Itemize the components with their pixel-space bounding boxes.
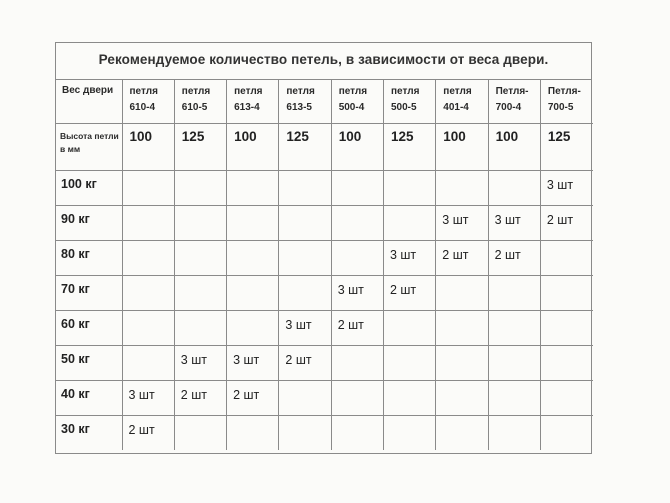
height-cell: [331, 124, 383, 171]
quantity-cell: [174, 276, 226, 311]
hinge-height-value: 125: [286, 129, 309, 144]
hinge-quantity: [436, 381, 487, 388]
quantity-cell: [540, 381, 592, 416]
hinge-quantity: 2 шт: [494, 248, 521, 262]
hinge-quantity: [123, 206, 174, 213]
quantity-cell: [122, 416, 174, 451]
hinge-quantity: [175, 276, 226, 283]
door-weight-label: 40 кг: [61, 387, 90, 401]
quantity-cell: [436, 241, 488, 276]
hinge-quantity: [123, 346, 174, 353]
weight-column-label: Вес двери: [62, 85, 114, 96]
quantity-cell: [436, 346, 488, 381]
header-cell: [383, 80, 435, 124]
hinge-quantity: [123, 311, 174, 318]
hinge-quantity: 3 шт: [389, 248, 417, 262]
weight-row: [56, 171, 593, 206]
hinge-height-value: 125: [181, 129, 205, 144]
quantity-cell: [488, 206, 540, 241]
hinge-quantity: [175, 206, 226, 213]
hinge-model-label: петля 613-5: [286, 86, 315, 113]
quantity-cell: [488, 416, 540, 451]
hinge-quantity: [541, 381, 593, 388]
hinge-quantity: 3 шт: [285, 318, 312, 332]
height-cell: [488, 124, 540, 171]
quantity-cell: [540, 416, 592, 451]
quantity-cell: [174, 241, 226, 276]
quantity-cell: [279, 311, 331, 346]
height-row: [56, 124, 593, 171]
table-title: Рекомендуемое количество петель, в зависимости от веса двери.: [56, 43, 591, 80]
hinge-quantity: [489, 416, 540, 423]
quantity-cell: [122, 381, 174, 416]
hinge-quantity: [489, 276, 540, 283]
hinge-height-value: 100: [129, 129, 153, 144]
weight-row: [56, 276, 593, 311]
quantity-cell: [279, 276, 331, 311]
weight-label-cell: [56, 241, 122, 276]
quantity-cell: [488, 276, 540, 311]
hinge-table-sheet: [55, 42, 592, 454]
hinge-model-label: петля 500-4: [338, 86, 368, 113]
hinge-quantity: 3 шт: [494, 213, 521, 227]
quantity-cell: [279, 206, 331, 241]
quantity-cell: [227, 206, 279, 241]
quantity-cell: [383, 171, 435, 206]
hinge-quantity: [384, 416, 435, 423]
quantity-cell: [540, 311, 592, 346]
hinge-quantity: 3 шт: [180, 353, 207, 367]
header-cell-weight: [56, 80, 122, 124]
door-weight-label: 70 кг: [61, 282, 90, 296]
header-cell: [436, 80, 488, 124]
quantity-cell: [227, 171, 279, 206]
hinge-quantity: 2 шт: [337, 318, 364, 332]
height-cell: [383, 124, 435, 171]
hinge-quantity: [489, 381, 540, 388]
hinge-quantity: [175, 416, 226, 423]
hinge-quantity: [175, 311, 226, 318]
hinge-quantity: [227, 311, 278, 318]
hinge-quantity: 2 шт: [180, 388, 207, 402]
hinge-quantity: [227, 241, 278, 248]
hinge-quantity: 3 шт: [128, 388, 155, 402]
quantity-cell: [540, 171, 592, 206]
quantity-cell: [436, 416, 488, 451]
weight-row: [56, 346, 593, 381]
quantity-cell: [227, 416, 279, 451]
quantity-cell: [488, 311, 540, 346]
quantity-cell: [436, 171, 488, 206]
hinge-quantity: [436, 276, 487, 283]
height-cell: [122, 124, 174, 171]
hinge-quantity: [332, 171, 383, 178]
weight-label-cell: [56, 276, 122, 311]
height-cell: [174, 124, 226, 171]
quantity-cell: [122, 171, 174, 206]
quantity-cell: [174, 381, 226, 416]
quantity-cell: [383, 416, 435, 451]
hinge-quantity: [279, 381, 330, 388]
weight-label-cell: [56, 381, 122, 416]
quantity-cell: [540, 276, 592, 311]
hinge-quantity: [489, 311, 540, 318]
quantity-cell: [331, 311, 383, 346]
height-cell: [227, 124, 279, 171]
hinge-quantity: 2 шт: [285, 353, 312, 367]
hinge-quantity: [279, 416, 330, 423]
hinge-model-label: петля 401-4: [443, 86, 472, 113]
hinge-quantity: [541, 346, 593, 353]
hinge-height-value: 100: [234, 129, 257, 144]
height-label-cell: [56, 124, 122, 171]
hinge-quantity: [332, 416, 383, 423]
hinge-model-label: петля 613-4: [234, 86, 263, 113]
hinge-model-label: петля 500-5: [390, 86, 420, 113]
hinge-quantity: [123, 171, 174, 178]
hinge-quantity: 3 шт: [337, 283, 364, 297]
weight-row: [56, 416, 593, 451]
quantity-cell: [122, 346, 174, 381]
quantity-cell: [227, 241, 279, 276]
hinge-quantity: [436, 416, 487, 423]
hinge-quantity: [279, 171, 330, 178]
hinge-quantity: [279, 241, 330, 248]
height-cell: [279, 124, 331, 171]
weight-row: [56, 206, 593, 241]
weight-row: [56, 311, 593, 346]
weight-label-cell: [56, 206, 122, 241]
hinge-quantity: [436, 311, 487, 318]
quantity-cell: [436, 381, 488, 416]
quantity-cell: [436, 311, 488, 346]
hinge-quantity: 2 шт: [128, 423, 155, 437]
door-weight-label: 80 кг: [61, 247, 90, 261]
quantity-cell: [227, 311, 279, 346]
hinge-quantity: 2 шт: [389, 283, 417, 297]
hinge-quantity: [384, 381, 435, 388]
quantity-cell: [488, 241, 540, 276]
quantity-cell: [488, 171, 540, 206]
hinge-quantity: 3 шт: [233, 353, 260, 367]
hinge-quantity: [227, 276, 278, 283]
weight-label-cell: [56, 416, 122, 451]
quantity-cell: [279, 171, 331, 206]
quantity-cell: [540, 206, 592, 241]
quantity-cell: [279, 381, 331, 416]
hinge-model-label: петля 610-4: [129, 86, 158, 113]
quantity-cell: [540, 241, 592, 276]
header-cell: [122, 80, 174, 124]
hinge-quantity: [384, 346, 435, 353]
hinge-quantity: [279, 276, 330, 283]
hinge-quantity: 3 шт: [546, 178, 574, 192]
hinge-quantity: [332, 206, 383, 213]
hinge-quantity: [541, 311, 593, 318]
quantity-cell: [122, 241, 174, 276]
hinge-height-value: 100: [495, 129, 519, 144]
header-cell: [174, 80, 226, 124]
height-row-label: Высота петли в мм: [60, 131, 119, 154]
header-row: [56, 80, 593, 124]
height-cell: [436, 124, 488, 171]
quantity-cell: [331, 206, 383, 241]
weight-row: [56, 241, 593, 276]
hinge-quantity: [227, 416, 278, 423]
quantity-cell: [436, 206, 488, 241]
hinge-quantity: 2 шт: [546, 213, 574, 227]
header-cell: [279, 80, 331, 124]
hinge-height-value: 125: [390, 129, 414, 144]
weight-label-cell: [56, 311, 122, 346]
hinge-model-label: петля 610-5: [181, 86, 211, 113]
door-weight-label: 50 кг: [61, 352, 90, 366]
hinge-height-value: 100: [443, 129, 466, 144]
hinge-quantity: [541, 276, 593, 283]
quantity-cell: [174, 346, 226, 381]
door-weight-label: 60 кг: [61, 317, 90, 331]
header-cell: [540, 80, 592, 124]
quantity-cell: [488, 381, 540, 416]
hinge-quantity: 2 шт: [442, 248, 469, 262]
hinge-quantity: [175, 171, 226, 178]
quantity-cell: [383, 311, 435, 346]
quantity-cell: [279, 346, 331, 381]
hinge-quantity: [332, 241, 383, 248]
hinge-quantity: [384, 206, 435, 213]
hinge-quantity: [332, 381, 383, 388]
quantity-cell: [279, 241, 331, 276]
hinge-quantity: [541, 416, 593, 423]
hinge-height-value: 100: [338, 129, 362, 144]
quantity-cell: [122, 311, 174, 346]
quantity-cell: [174, 416, 226, 451]
hinge-height-value: 125: [547, 129, 571, 144]
hinge-quantity: [123, 276, 174, 283]
quantity-cell: [540, 346, 592, 381]
door-weight-label: 100 кг: [61, 177, 97, 191]
quantity-cell: [279, 416, 331, 451]
hinge-model-label: Петля- 700-4: [495, 86, 529, 113]
hinge-table: [56, 80, 593, 450]
height-cell: [540, 124, 592, 171]
quantity-cell: [331, 346, 383, 381]
quantity-cell: [331, 241, 383, 276]
quantity-cell: [227, 346, 279, 381]
header-cell: [331, 80, 383, 124]
quantity-cell: [331, 416, 383, 451]
hinge-quantity: [489, 171, 540, 178]
quantity-cell: [383, 276, 435, 311]
quantity-cell: [383, 241, 435, 276]
quantity-cell: [122, 206, 174, 241]
quantity-cell: [227, 381, 279, 416]
hinge-quantity: [175, 241, 226, 248]
weight-label-cell: [56, 171, 122, 206]
hinge-quantity: [436, 171, 487, 178]
quantity-cell: [174, 311, 226, 346]
quantity-cell: [174, 171, 226, 206]
quantity-cell: [383, 381, 435, 416]
quantity-cell: [436, 276, 488, 311]
hinge-quantity: [123, 241, 174, 248]
hinge-quantity: [384, 171, 435, 178]
hinge-quantity: [384, 311, 435, 318]
quantity-cell: [488, 346, 540, 381]
quantity-cell: [331, 171, 383, 206]
quantity-cell: [331, 381, 383, 416]
header-cell: [227, 80, 279, 124]
hinge-quantity: [227, 206, 278, 213]
quantity-cell: [174, 206, 226, 241]
quantity-cell: [383, 206, 435, 241]
hinge-model-label: Петля- 700-5: [547, 86, 581, 113]
quantity-cell: [331, 276, 383, 311]
weight-label-cell: [56, 346, 122, 381]
hinge-quantity: [541, 241, 593, 248]
hinge-quantity: 2 шт: [233, 388, 260, 402]
quantity-cell: [227, 276, 279, 311]
hinge-quantity: [489, 346, 540, 353]
quantity-cell: [122, 276, 174, 311]
hinge-quantity: [279, 206, 330, 213]
door-weight-label: 90 кг: [61, 212, 90, 226]
hinge-quantity: [227, 171, 278, 178]
door-weight-label: 30 кг: [61, 422, 90, 436]
quantity-cell: [383, 346, 435, 381]
hinge-quantity: [436, 346, 487, 353]
weight-row: [56, 381, 593, 416]
header-cell: [488, 80, 540, 124]
hinge-quantity: [332, 346, 383, 353]
hinge-quantity: 3 шт: [442, 213, 469, 227]
